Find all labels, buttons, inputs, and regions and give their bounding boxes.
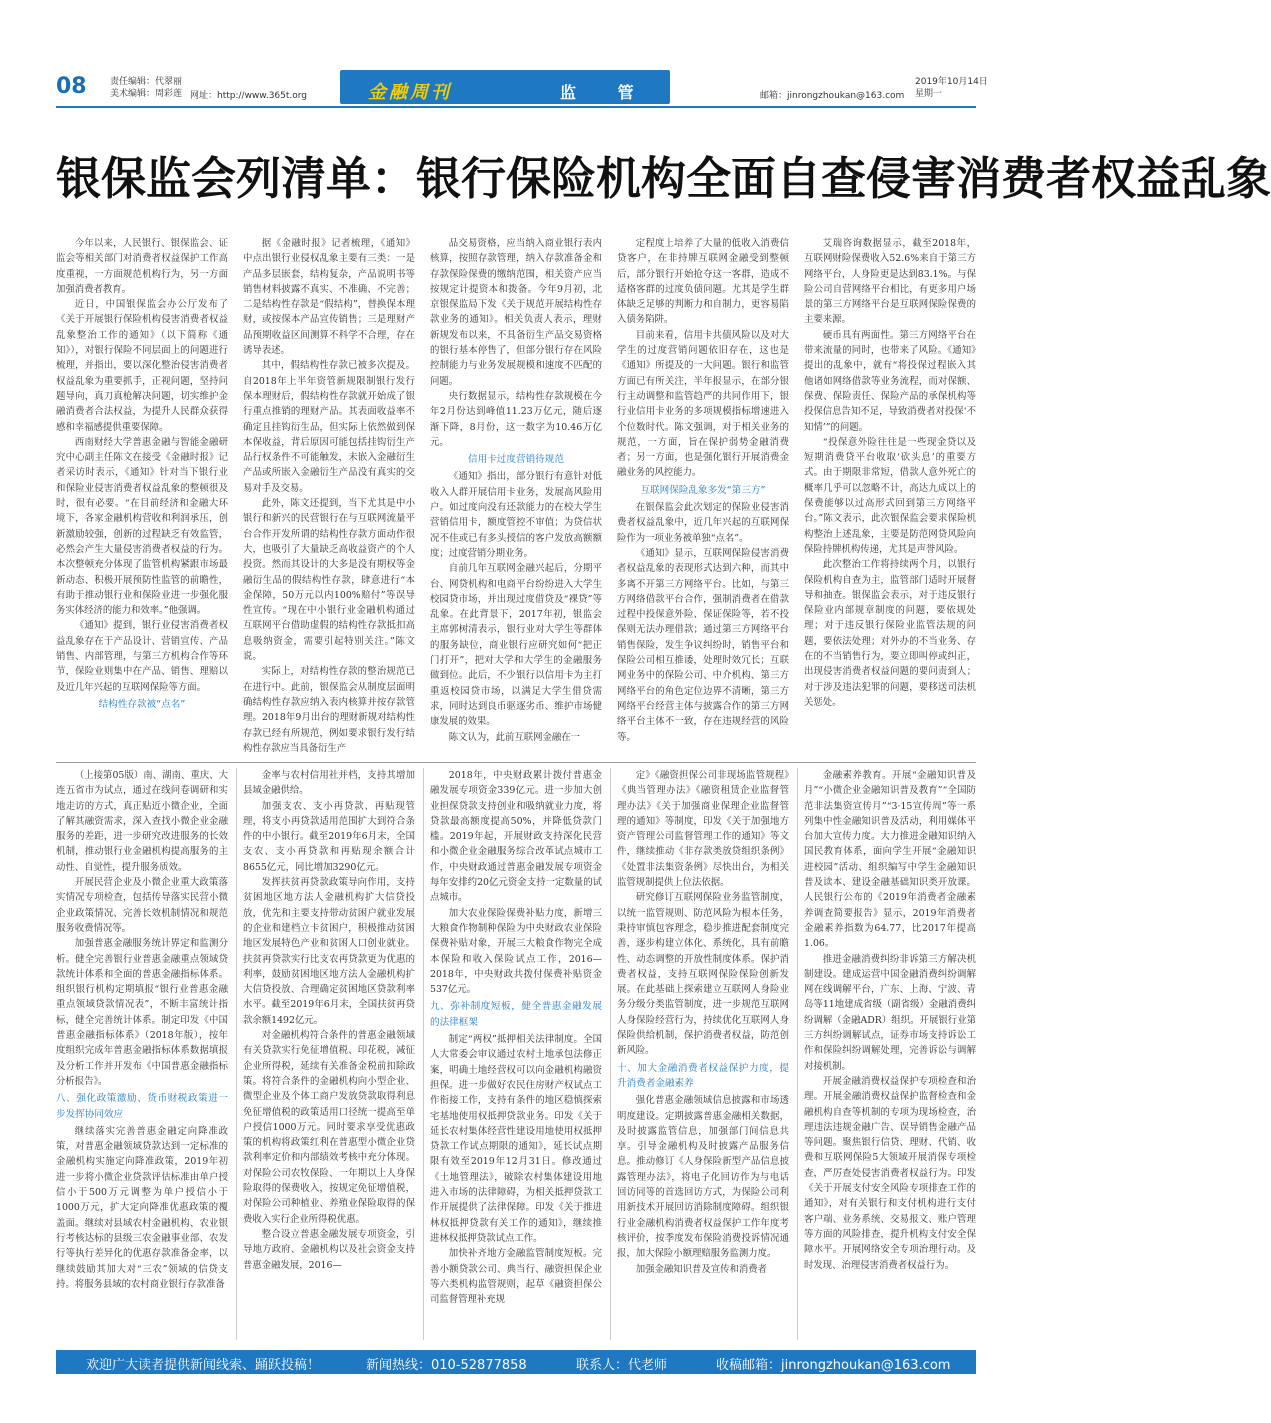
paragraph: 加强金融知识普及宣传和消费者 <box>635 1263 768 1275</box>
paragraph: 在银保监会此次划定的保险业侵害消费者权益乱象中，近几年兴起的互联网保险作为一项业务被单独“点名”。 <box>617 502 789 544</box>
paragraph: 此外，陈文还提到，当下尤其是中小银行和新兴的民营银行在与互联网流量平台合作开发所谓的结构性存款方面动作很大，也吸引了大量缺乏高收益资产的个人投资。然而其设计的大多是没有期权等金融衍生品的假结构性存款，肆意进行“本金保障，50万元以内100%赔付”等误导性宣传。“现在中小银行业金融机构通过互联网平台借助虚假的结构性存款抵扣高息吸纳资金，需要引起特别关注。”陈文说。 <box>243 498 415 663</box>
continued-column-2 <box>243 768 415 1340</box>
page-number: 08 <box>56 74 87 99</box>
subheading: 互联网保险乱象多发“第三方” <box>640 484 766 496</box>
paragraph: 加强普惠金融服务统计界定和监测分析。健全完善银行业普惠金融重点领域贷款统计体系和全面的普惠金融指标体系。组织银行机构定期填报“银行业普惠金融重点领域贷款情况表”，不断丰富统计指标，健全完善统计体系。制定印发《中国普惠金融指标体系》（2018年版），按年度组织完成年普惠金融指标体系数据填报及分析工作并开发布《中国普惠金融指标分析报告》。 <box>56 938 228 1087</box>
column-rule <box>797 768 798 1340</box>
subheading: 十、加大金融消费者权益保护力度，提升消费者金融素养 <box>617 1062 789 1089</box>
paragraph: 强化普惠金融领域信息披露和市场透明度建设。定期披露普惠金融相关数据，及时披露监管信息，加强部门间信息共享。引导金融机构及时披露产品服务信息。推动修订《人身保险新型产品信息披露管理办法》，将电子化回访作为与电话回访同等的首选回访方式，为保险公司利用新技术开展回访消除制度障碍。组织银行业金融机构消费者权益保护工作年度考核评价，按季度发布保险消费投诉情况通报，加大保险小额理赔服务监测力度。 <box>617 1095 789 1260</box>
subheading: 结构性存款被“点名” <box>98 698 186 710</box>
continued-column-1 <box>56 768 228 1340</box>
continued-column-5 <box>804 768 976 1340</box>
footer-contact: 联系人：代老师 <box>576 1358 668 1373</box>
column-rule <box>236 768 237 1340</box>
editor-label: 责任编辑：代翠丽 <box>110 77 183 87</box>
article-continued <box>56 768 976 1340</box>
paragraph: 推进金融消费纠纷非诉第三方解决机制建设。建成运营中国金融消费纠纷调解网在线调解平台，广东、上海、宁波、青岛等11地建成省级（副省级）金融消费纠纷调解（金融ADR）组织。开展银行业第三方纠纷调解试点，证券市场支持诉讼工作和保险纠纷调解处理，完善诉讼与调解对接机制。 <box>804 953 976 1072</box>
paragraph: 此次整治工作将持续两个月，以银行保险机构自查为主，监管部门适时开展督导和抽查。银保监会表示，对于违反银行保险业内部规章制度的问题，要依规处理；对于违反银行保险业监管法规的问题，要依法处理；对外办的不当业务、存在的不当销售行为，要立即叫停或纠正，出现侵害消费者权益问题的要问责到人；对于涉及违法犯罪的问题，要移送司法机关惩处。 <box>804 559 976 708</box>
email-label: 邮箱：jinrongzhoukan@163.com <box>760 91 905 101</box>
article-main <box>56 236 976 756</box>
paragraph: 今年以来，人民银行、银保监会、证监会等相关部门对消费者权益保护工作高度重视，一方面规范机构行为，另一方面加强消费者教育。 <box>56 238 228 295</box>
paragraph: 西南财经大学普惠金融与智能金融研究中心副主任陈文在接受《金融时报》记者采访时表示，《通知》针对当下银行业和保险业侵害消费者权益乱象的整顿很及时，很有必要。“在目前经济和金融大环境下，各家金融机构营收和利润承压，创新激励较强，创新的过程缺乏有效监管，必然会产生大量侵害消费者权益的行为。本次整顿充分体现了监管机构紧跟市场最新动态、积极开展预防性监管的前瞻性，有助于推动银行业和保险业进一步强化服务实体经济的能力和效率。”他强调。 <box>56 436 228 617</box>
paragraph: 制定“两权”抵押相关法律制度。全国人大常委会审议通过农村土地承包法修正案，明确土地经营权可以向金融机构融资担保。进一步做好农民住房财产权试点工作衔接工作，支持有条件的地区稳慎探索宅基地使用权抵押贷款业务。印发《关于延长农村集体经营性建设用地使用权抵押贷款工作试点期限的通知》，延长试点期限有效至2019年12月31日。修改通过《土地管理法》，破除农村集体建设用地进入市场的法律障碍，为相关抵押贷款工作开展提供了法律保障。印发《关于推进林权抵押贷款有关工作的通知》，继续推进林权抵押贷款试点工作。 <box>430 1034 602 1244</box>
subheading: 信用卡过度营销待规范 <box>468 454 564 466</box>
footer-slogan: 欢迎广大读者提供新闻线索、踊跃投稿！ <box>86 1358 321 1373</box>
paragraph: 2018年，中央财政累计拨付普惠金融发展专项资金339亿元。进一步加大创业担保贷款支持创业和吸纳就业力度，将贷款最高额度提高50%，并降低贷款门槛。2019年起，开展财政支持深化民营和小微企业金融服务综合改革试点城市工作，中央财政通过普惠金融发展专项资金每年安排约20亿元资金支持一定数量的试点城市。 <box>430 770 602 904</box>
paragraph: 对金融机构符合条件的普惠金融领域有关贷款实行免征增值税、印花税，减征企业所得税，延续有关准备金税前扣除政策。将符合条件的金融机构向小型企业、微型企业及个体工商户发放贷款取得利息免征增值税的政策适用口径统一提高至单户授信1000万元。同时要求享受优惠政策的机构将政策红利在普惠型小微企业贷款利率定价和内部绩效考核中充分体现。对保险公司农牧保险、一年期以上人身保险取得的保费收入，按规定免征增值税，对保险公司种植业、养殖业保险取得的保费收入实行企业所得税优惠。 <box>243 1030 415 1225</box>
article-column-4 <box>617 236 789 756</box>
paragraph: 研究修订互联网保险业务监管制度，以统一监管规则、防范风险为根本任务，秉持审慎包容理念，稳步推进配套制度完善，逐步构建立体化、系统化，具有前瞻性、动态调整的开放性制度体系。保护消费者权益，支持互联网保险保险创新发展。在此基础上探索建立互联网人身险业务分级分类监管制度，进一步规范互联网人身保险经营行为，持续优化互联网人身保险供给机制，保护消费者权益，防范创新风险。 <box>617 892 789 1057</box>
paragraph: 加大农业保险保费补贴力度，新增三大粮食作物制种保险为中央财政农业保险保费补贴对象，开展三大粮食作物完全成本保险和收入保险试点工作，2016—2018年，中央财政共拨付保费补贴资金537亿元。 <box>430 907 602 996</box>
footer-hotline: 新闻热线：010-52877858 <box>366 1358 527 1373</box>
designer-label: 美术编辑：周彩莲 <box>110 89 183 99</box>
headline: 银保监会列清单：银行保险机构全面自查侵害消费者权益乱象 <box>56 152 1271 205</box>
footer-bar <box>56 1350 976 1374</box>
paragraph: 陈文认为，此前互联网金融在一 <box>448 731 581 743</box>
paragraph: 自前几年互联网金融兴起后，分期平台、网贷机构和电商平台纷纷进入大学生校园贷市场，并出现过度借贷及“裸贷”等乱象。在此背景下，2017年初，银监会主席郭树清表示，银行业对大学生等群体的服务缺位，商业银行应研究如何“把正门打开”，把对大学和大学生的金融服务做到位。此后，不少银行以信用卡为主打重返校园贷市场，以满足大学生借贷需求，同时达到良币驱逐劣币、维护市场健康发展的效果。 <box>430 563 602 728</box>
footer-mailbox: 收稿邮箱：jinrongzhoukan@163.com <box>716 1358 951 1373</box>
editor-credits <box>110 76 182 100</box>
website-label: 网址：http://www.365t.org <box>190 91 308 101</box>
issue-date <box>915 76 988 100</box>
subheading: 八、强化政策激励、货币财税政策进一步发挥协同效应 <box>56 1093 228 1120</box>
paragraph: 据《金融时报》记者梳理，《通知》中点出银行业侵权乱象主要有三类：一是产品多层嵌套，结构复杂，产品说明书等销售材料披露不真实、不准确、不完善；二是结构性存款是“假结构”，替换保本理财，或按保本产品宣传销售；三是理财产品预期收益区间测算不科学不合理，存在诱导表述。 <box>243 238 415 357</box>
paragraph: 继续落实完善普惠金融定向降准政策，对普惠金融领域贷款达到一定标准的金融机构实施定向降准政策，2019年初进一步将小微企业贷款评估标准由单户授信小于500万元调整为单户授信小于1000万元，扩大定向降准优惠政策的覆盖面。继续对县域农村金融机构、农业银行考核达标的县级三农金融事业部、农发行等执行差异化的优惠存款准备金率，以继续鼓励其加大对“三农”领域的信贷支持。将服务县域的农村商业银行存款准备 <box>56 1125 228 1290</box>
article-column-1 <box>56 236 228 756</box>
article-column-5 <box>804 236 976 756</box>
paragraph: 发挥扶贫再贷款政策导向作用，支持贫困地区地方法人金融机构扩大信贷投放，优先和主要支持带动贫困户就业发展的企业和建档立卡贫困户，积极推动贫困地区发展特色产业和贫困人口创业就业。扶贫再贷款实行比支农再贷款更为优惠的利率，鼓励贫困地区地方法人金融机构扩大信贷投放、合理确定贫困地区贷款利率水平。截至2019年6月末，全国扶贫再贷款余额1492亿元。 <box>243 877 415 1026</box>
paragraph: 品交易资格，应当纳入商业银行表内核算，按照存款管理，纳入存款准备金和存款保险保费的缴纳范围，相关资产应当按规定计提资本和拨备。今年9月初，北京银保监局下发《关于规范开展结构性存款业务的通知》。相关负责人表示，理财新规发布以来，不具备衍生产品交易资格的银行基本停售了，但部分银行存在风险控制能力与业务发展规模和速度不匹配的问题。 <box>430 238 602 387</box>
paragraph: 定程度上培养了大量的低收入消费信贷客户，在非持牌互联网金融受到整顿后，部分银行开始抢夺这一客群，造成不适格客群的过度负债问题。尤其是学生群体缺乏足够的判断力和自制力，更容易陷入债务陷阱。 <box>617 238 789 326</box>
paragraph: 其中，假结构性存款已被多次提及。自2018年上半年资管新规限制银行发行保本理财后，假结构性存款就开始成了银行重点推销的理财产品。其表面收益率不确定且挂钩衍生品，但实际上依然做到保本保收益，背后原因可能包括挂钩衍生产品行权条件不可能触发，未嵌入金融衍生产品或所嵌入金融衍生产品没有真实的交易对手及交易。 <box>243 360 415 494</box>
section-divider <box>56 762 976 763</box>
column-rule <box>610 768 611 1340</box>
paragraph: 金率与农村信用社并档，支持其增加县域金融供给。 <box>243 770 415 797</box>
subheading: 九、弥补制度短板，健全普惠金融发展的法律框架 <box>430 1001 602 1028</box>
paragraph: 艾瑞咨询数据显示，截至2018年，互联网财险保费收入52.6%来自于第三方网络平台，人身险更是达到83.1%。与保险公司自营网络平台相比，有更多用户场景的第三方网络平台是互联网保险保费的主要来源。 <box>804 238 976 326</box>
paragraph: 央行数据显示，结构性存款规模在今年2月份达到峰值11.23万亿元，随后逐渐下降，8月份，这一数字为10.46万亿元。 <box>430 390 602 448</box>
page-header <box>0 0 1024 110</box>
paragraph: 《通知》提到，银行业侵害消费者权益乱象存在于产品设计、营销宣传、产品销售、内部管理，与第三方机构合作等环节，保险业则集中在产品、销售、理赔以及近几年兴起的互联网保险等方面。 <box>56 620 228 693</box>
section-title: 监 管 <box>560 83 652 102</box>
brand-logo: 金融周刊 <box>368 82 452 103</box>
paragraph: 目前来看，信用卡共债风险以及对大学生的过度营销问题依旧存在，这也是《通知》所提及的一大问题。银行和监管方面已有所关注，半年报显示，在部分银行主动调整和监管趋严的共同作用下，银行业信用卡业务的多项规模指标增速进入个位数时代。陈文强调，对于相关业务的规范，一方面，旨在保护弱势金融消费者；另一方面，也是强化银行开展消费金融业务的风控能力。 <box>617 329 789 479</box>
article-column-3 <box>430 236 602 756</box>
paragraph: 金融素养教育。开展“金融知识普及月”“小微企业金融知识普及教育”“全国防范非法集资宣传月”“3·15宣传周”等一系列集中性金融知识普及活动，利用媒体平台加大宣传力度。大力推进金融知识纳入国民教育体系，面向学生开展“金融知识进校园”活动、组织编写中学生金融知识普及读本、建设金融基础知识类开放课。人民银行公布的《2019年消费者金融素养调查简要报告》显示，2019年消费者金融素养指数为64.77，比2017年提高1.06。 <box>804 770 976 950</box>
paragraph: 加强支农、支小再贷款、再贴现管理，将支小再贷款适用范围扩大到符合条件的中小银行。截至2019年6月末，全国支农、支小再贷款和再贴现余额合计8655亿元，同比增加3290亿元。 <box>243 800 415 873</box>
paragraph: （上接第05版）南、湖南、重庆、大连五省市为试点，通过在线问卷调研和实地走访的方式，真正贴近小微企业，全面了解其融资需求，深入查找小微企业金融服务的差距，进一步研究改进服务的长效机制，推动银行业金融机构提高服务的主动性、自觉性，提升服务质效。 <box>56 770 228 873</box>
paragraph: 硬币具有两面性。第三方网络平台在带来流量的同时，也带来了风险。《通知》提出的乱象中，就有“将投保过程嵌入其他诸如网络借款等业务流程，而对保额、保费、保险责任、保险产品的承保机构等投保信息告知不足，导致消费者对投保‘不知情’”的问题。 <box>804 329 976 433</box>
paragraph: 定》《融资担保公司非现场监管规程》《典当管理办法》《融资租赁企业监督管理办法》《关于加强商业保理企业监督管理的通知》等制度，印发《关于加强地方资产管理公司监督管理工作的通知》等文件，继续推动《非存款类放贷组织条例》《处置非法集资条例》尽快出台，为相关监管规制提供上位法依据。 <box>617 770 789 889</box>
column-rule <box>423 768 424 1340</box>
paragraph: 实际上，对结构性存款的整治规范已在进行中。此前，银保监会从制度层面明确结构性存款应纳入表内核算并按存款管理。2018年9月出台的理财新规对结构性存款已经有所规范，例如要求银行发行结构性存款应当具备衍生产 <box>243 666 415 754</box>
paragraph: 《通知》指出，部分银行有意针对低收入人群开展信用卡业务，发展高风险用户。如过度向没有还款能力的在校大学生营销信用卡，额度管控不审值；为贷信状况不佳或已有多头授信的客户发放高额额度；过度营销分期业务。 <box>430 471 602 559</box>
continued-column-3 <box>430 768 602 1340</box>
paragraph: 《通知》显示，互联网保险侵害消费者权益乱象的表现形式达到六种，而其中多离不开第三方网络平台。比如，与第三方网络借款平台合作，强制消费者在借款过程中投保意外险、保证保险等，若不投保则无法办理借款；通过第三方网络平台销售保险，发生争议纠纷时，销售平台和保险公司相互推诿，处理时效冗长；互联网业务中的保险公司、中介机构、第三方网络平台的角色定位边界不清晰，第三方网络平台经营主体与披露合作的第三方网络平台主体不一致，存在违规经营的风险等。 <box>617 547 789 743</box>
continued-column-4 <box>617 768 789 1340</box>
paragraph: 开展民营企业及小微企业重大政策落实情况专项检查，包括传导落实民营小微企业政策情况、完善长效机制情况和规范服务收费情况等。 <box>56 877 228 934</box>
date-label: 2019年10月14日 <box>915 77 988 87</box>
paragraph: 近日，中国银保监会办公厅发布了《关于开展银行保险机构侵害消费者权益乱象整治工作的通知》（以下简称《通知》），对银行保险不同层面上的问题进行梳理，并指出，要以深化整治侵害消费者权益乱象为重要抓手，正视问题，坚持问题导向，真刀真枪解决问题，切实维护金融消费者合法权益，为提升人民群众获得感和幸福感提供重要保障。 <box>56 299 228 433</box>
article-column-2 <box>243 236 415 756</box>
paragraph: 整合设立普惠金融发展专项资金，引导地方政府、金融机构以及社会资金支持普惠金融发展，2016— <box>243 1228 415 1271</box>
paragraph: 开展金融消费权益保护专项检查和治理。开展金融消费权益保护监督检查和金融机构自查等机制的专项为现场检查，治理违法违规金融广告、误导销售金融产品等问题。聚焦银行信贷、理财、代销、收费和互联网保险5大领域开展消保专项检查，严厉查处侵害消费者权益行为。印发《关于开展支付安全风险专项排查工作的通知》，对有关银行和支付机构进行支付客户端、业务系统、交易报文、账户管理等方面的风险排查，提升机构支付安全保障水平。开展网络安全专项治理行动。及时发现、治理侵害消费者权益行为。 <box>804 1075 976 1271</box>
header-divider <box>56 106 976 108</box>
paragraph: “投保意外险往往是一些现金贷以及短期消费贷平台收取‘砍头息’的重要方式。由于期限非常短，借款人意外死亡的概率几乎可以忽略不计，高达九成以上的保费能够以过高形式回到第三方网络平台。”陈文表示，此次银保监会要求保险机构整治上述乱象，主要是防范网贷风险向保险持牌机构传递，尤其是声誉风险。 <box>804 436 976 555</box>
paragraph: 加快补齐地方金融监管制度短板。完善小额贷款公司、典当行、融资担保企业等六类机构监管规则，起草《融资担保公司监督管理补充规 <box>430 1248 602 1306</box>
weekday-label: 星期一 <box>915 89 943 99</box>
